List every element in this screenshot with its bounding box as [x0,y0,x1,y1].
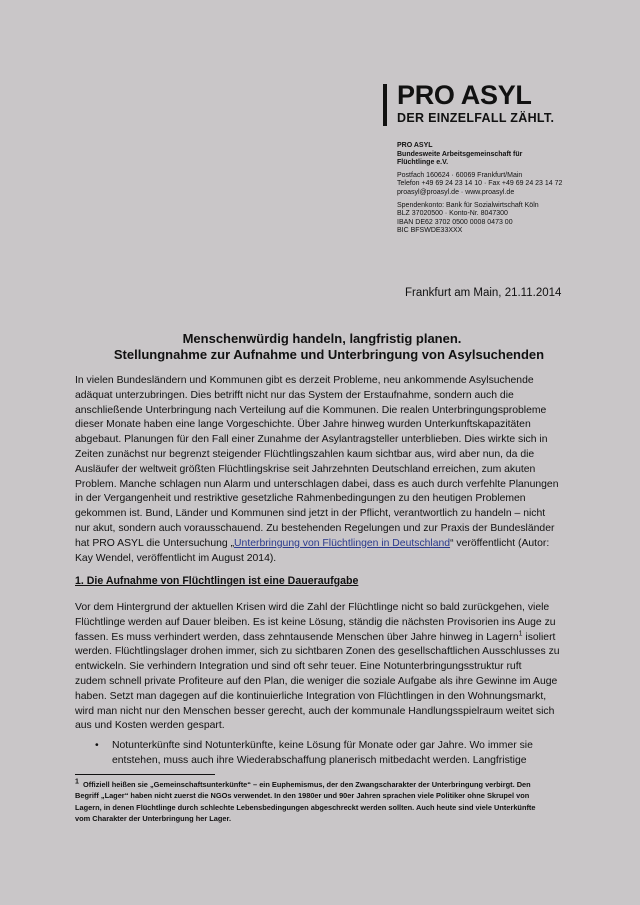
footnote-line: vom Charakter der Unterbringung her Lager. [75,814,232,824]
text-line: dieser Monate haben eine lange Vorgeschichte. Über Jahre hinweg wurden Unterkunftskapazitäten [75,419,531,431]
text-segment: fassen. Es muss verhindert werden, dass zehntausende Menschen über Jahre hinweg in Lagern [75,631,519,643]
text-line: entstehen, muss auch ihre Wiederabschaffung planerisch mitbedacht werden. Langfristige [112,754,527,766]
footnote-text: Offiziell heißen sie „Gemeinschaftsunterkünfte“ – ein Euphemismus, der den Zwangscharakter der Unterbringung verbirgt. Den [83,780,531,789]
address-line: IBAN DE62 3702 0500 0008 0473 00 [397,218,513,226]
text-line: aus und Kosten werden gespart. [75,720,225,732]
text-line: adäquat unterzubringen. Dies betrifft nicht nur das System der Erstaufnahme, sondern auch die [75,389,514,401]
text-line: wird man nicht nur den Menschen besser gerecht, auch der kommunale Handlungsspielraum weitet sich [75,705,555,717]
link-suffix: “ veröffentlicht (Autor: [450,537,550,549]
section-1-heading: 1. Die Aufnahme von Flüchtlingen ist eine Daueraufgabe [75,575,359,587]
bullet-icon: • [95,740,99,751]
document-title [72,331,572,363]
footnote-divider [75,774,215,775]
text-segment: isoliert [522,631,556,643]
logo-tagline: DER EINZELFALL ZÄHLT. [397,111,555,125]
address-line: Flüchtlinge e.V. [397,159,449,167]
text-line-with-footnote [75,631,575,646]
text-line: Vor dem Hintergrund der aktuellen Krisen wird die Zahl der Flüchtlinge nicht so bald zurückgehen, viele [75,602,550,613]
text-line: gekommen ist. Bund, Länder und Kommunen sind jetzt in der Pflicht, verantwortlich zu handeln – nicht [75,508,546,520]
text-line: Notunterkünfte sind Notunterkünfte, keine Lösung für Monate oder gar Jahre. Wo immer sie [112,740,533,751]
footnote-reference[interactable]: 1 [518,630,523,638]
address-line: Bundesweite Arbeitsgemeinschaft für [397,150,523,158]
address-line: proasyl@proasyl.de · www.proasyl.de [397,188,515,196]
bullet-text [112,739,572,769]
text-line: nur akut, sondern auch vorausschauend. Zu bestehenden Regelungen und zur Praxis der Bundesländer [75,522,555,534]
footnote-number: 1 [75,778,79,786]
text-line: in der Vergangenheit und restriktive gesetzliche Rahmenbedingungen zu den heutigen Problemen [75,493,526,505]
text-line: Kay Wendel, veröffentlicht im August 2014). [75,552,277,564]
link-prefix: hat PRO ASYL die Untersuchung „ [75,537,235,549]
section-1-paragraph [75,601,575,734]
title-line-1: Menschenwürdig handeln, langfristig planen. [182,331,462,346]
study-link[interactable]: Unterbringung von Flüchtlingen in Deutschland [234,537,451,549]
address-line: PRO ASYL [397,142,433,149]
letterhead-address [397,142,597,236]
text-line: entwickeln. Sie verhindern Integration und sind oft sehr teuer. Eine Notunterbringungsstruktur ruft [75,661,522,673]
text-line: werden. Flüchtlingslager drohen immer, sich zu sichtbaren Zonen des gesellschaftlichen Ausschlusses zu [75,646,560,658]
text-line-with-link [75,537,575,552]
footnote-line: Begriff „Lager“ haben nicht zuerst die NGOs verwendet. In den 1980er und 90er Jahren sprachen viele Politiker ohne Skrupel von [75,791,530,801]
address-line: BIC BFSWDE33XXX [397,227,463,235]
text-line: Ausläufer der weltweit größten Flüchtlingskrise seit Jahrzehnten Deutschland erreichen, zum akuten [75,463,536,475]
date-line: Frankfurt am Main, 21.11.2014 [405,287,562,299]
text-line: In vielen Bundesländern und Kommunen gibt es derzeit Probleme, neu ankommende Asylsuchende [75,375,534,386]
text-line: Problem. Manche schlagen nun Alarm und unterschlagen dabei, dass es auch durch verfehlte Planungen [75,478,559,490]
text-line: Flüchtlinge werden auf Dauer bleiben. Es ist keine Lösung, ständig die nächsten Provisorien ins Auge zu [75,616,556,628]
text-line: Zeiten zunächst nur begrenzt steigender Flüchtlingszahlen kaum sichtbar aus, wird aber nun, da die [75,448,535,460]
intro-paragraph [75,374,575,566]
address-line: Spendenkonto: Bank für Sozialwirtschaft Köln [397,201,539,209]
logo-brand: PRO ASYL [397,80,532,110]
logo-bar [383,84,387,126]
title-line-2: Stellungnahme zur Aufnahme und Unterbringung von Asylsuchenden [113,347,545,362]
address-line: Telefon +49 69 24 23 14 10 · Fax +49 69 24 23 14 72 [397,180,563,188]
pro-asyl-logo [383,80,583,134]
address-line: Postfach 160624 · 60069 Frankfurt/Main [397,171,523,179]
text-line: anschließende Unterbringung nach Verteilung auf die Kommunen. Die realen Unterbringungsprobleme [75,404,547,416]
text-line: zudem schnell private Profiteure auf den Plan, die weniger die soziale Aufgabe als ihre Gewinne im Auge [75,675,558,687]
text-line: abgebaut. Planungen für den Fall einer Zunahme der Asylantragsteller unterblieben. Dies wirkte sich in [75,434,548,446]
footnote-line: Lagern, in denen Flüchtlinge durch schlechte Lebensbedingungen abgeschreckt werden sollten. Auch heute sind viele Unterkünfte [75,802,536,812]
footnote [75,779,575,825]
address-line: BLZ 37020500 · Konto-Nr. 8047300 [397,210,508,218]
text-line: haben. Setzt man dagegen auf die kontinuierliche Integration von Flüchtlingen in den Wohnungsmarkt, [75,690,547,702]
footnote-line [75,779,575,790]
